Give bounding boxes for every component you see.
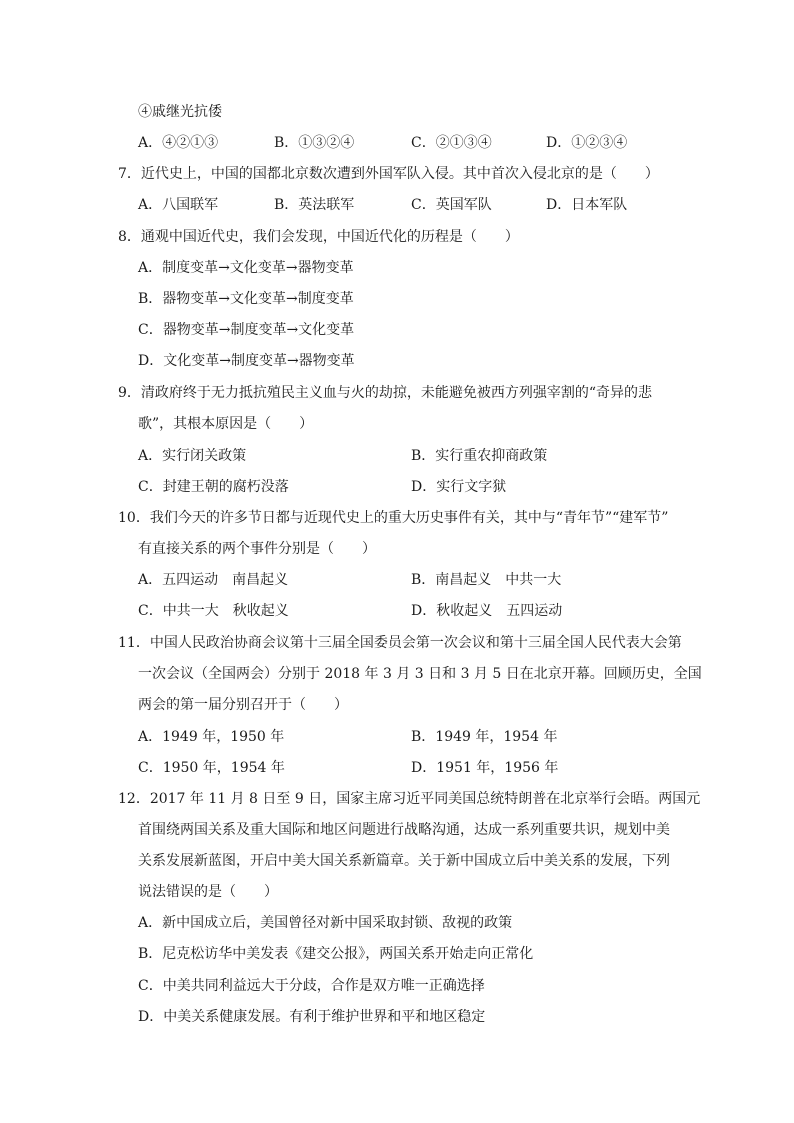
q9-option-b: B．实行重农抑商政策 (411, 448, 548, 464)
q6-option-c: C．②①③④ (411, 135, 492, 151)
q9-option-d: D．实行文字狱 (411, 479, 507, 495)
q8-stem: 8．通观中国近代史，我们会发现，中国近代化的历程是（ ） (118, 229, 519, 245)
q10-stem-line-2: 有直接关系的两个事件分别是（ ） (138, 541, 376, 557)
q12-option-a: A．新中国成立后，美国曾径对新中国采取封锁、敌视的政策 (138, 915, 513, 931)
q10-option-d: D．秋收起义 五四运动 (411, 603, 563, 619)
q9-option-a: A．实行闭关政策 (138, 448, 247, 464)
q6-option-a: A．④②①③ (138, 135, 219, 151)
q10-option-c: C．中共一大 秋收起义 (138, 603, 289, 619)
q11-option-b: B．1949 年，1954 年 (411, 729, 558, 745)
q7-option-a: A．八国联军 (138, 197, 219, 213)
q8-option-d: D．文化变革→制度变革→器物变革 (138, 353, 355, 369)
q8-option-c: C．器物变革→制度变革→文化变革 (138, 322, 355, 338)
q6-item-4: ④戚继光抗倭 (138, 104, 222, 120)
q7-option-c: C．英国军队 (411, 197, 492, 213)
q12-stem-line-4: 说法错误的是（ ） (138, 884, 278, 900)
q12-stem-line-2: 首围绕两国关系及重大国际和地区问题进行战略沟通，达成一系列重要共识，规划中美 (138, 822, 670, 838)
q11-option-c: C．1950 年，1954 年 (138, 760, 285, 776)
q9-stem-line-2: 歌”，其根本原因是（ ） (138, 416, 314, 432)
q11-option-a: A．1949 年，1950 年 (138, 729, 285, 745)
q6-option-b: B．①③②④ (274, 135, 355, 151)
q7-option-d: D．日本军队 (546, 197, 628, 213)
q7-stem: 7．近代史上，中国的国都北京数次遭到外国军队入侵。其中首次入侵北京的是（ ） (118, 166, 659, 182)
q9-stem-line-1: 9．清政府终于无力抵抗殖民主义血与火的劫掠，未能避免被西方列强宰割的“奇异的悲 (118, 385, 653, 401)
q9-option-c: C．封建王朝的腐朽没落 (138, 479, 289, 495)
q10-stem-line-1: 10．我们今天的许多节日都与近现代史上的重大历史事件有关，其中与“青年节”“建军节” (118, 510, 669, 526)
q12-option-c: C．中美共同利益远大于分歧，合作是双方唯一正确选择 (138, 978, 485, 994)
q12-option-b: B．尼克松访华中美发表《建交公报》，两国关系开始走向正常化 (138, 946, 534, 962)
q11-option-d: D．1951 年，1956 年 (411, 760, 559, 776)
q12-stem-line-3: 关系发展新蓝图，开启中美大国关系新篇章。关于新中国成立后中美关系的发展，下列 (138, 853, 670, 869)
q10-option-b: B．南昌起义 中共一大 (411, 572, 562, 588)
q8-option-b: B．器物变革→文化变革→制度变革 (138, 291, 354, 307)
q6-option-d: D．①②③④ (546, 135, 628, 151)
q11-stem-line-2: 一次会议（全国两会）分别于 2018 年 3 月 3 日和 3 月 5 日在北京开幕。回顾历史，全国 (138, 666, 702, 682)
q12-option-d: D．中美关系健康发展。有利于维护世界和平和地区稳定 (138, 1009, 486, 1025)
q7-option-b: B．英法联军 (274, 197, 355, 213)
q10-option-a: A．五四运动 南昌起义 (138, 572, 289, 588)
q12-stem-line-1: 12．2017 年 11 月 8 日至 9 日，国家主席习近平同美国总统特朗普在北京举行会晤。两国元 (118, 791, 701, 807)
q11-stem-line-1: 11．中国人民政治协商会议第十三届全国委员会第一次会议和第十三届全国人民代表大会第 (118, 635, 682, 651)
q11-stem-line-3: 两会的第一届分别召开于（ ） (138, 697, 348, 713)
q8-option-a: A．制度变革→文化变革→器物变革 (138, 260, 354, 276)
